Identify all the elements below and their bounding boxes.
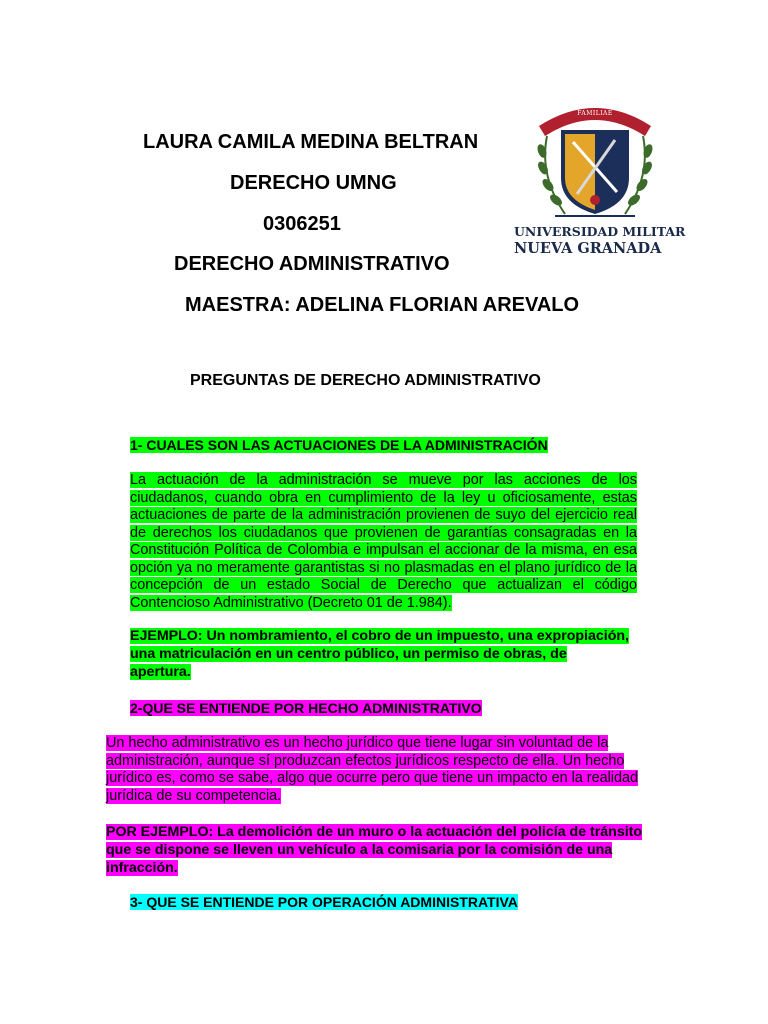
question-1-example-text: EJEMPLO: Un nombramiento, el cobro de un impuesto, una expropiación, una matriculación en un centro público, un permiso de obras, de apertura. bbox=[130, 628, 629, 680]
question-1-heading-text: 1- CUALES SON LAS ACTUACIONES DE LA ADMINISTRACIÓN bbox=[130, 437, 548, 453]
question-3-heading bbox=[130, 894, 518, 910]
logo-motto: SCIENTIAE · PATRIAE · FAMILIAE bbox=[553, 103, 637, 117]
question-2-answer-text: Un hecho administrativo es un hecho jurídico que tiene lugar sin voluntad de la administración, aunque sí produzcan efectos jurídicos respecto de ella. Un hecho jurídico es, como se sabe, algo que ocurre pero que tiene un impacto en la realidad jurídica de su competencia. bbox=[106, 735, 638, 804]
subject-name: DERECHO ADMINISTRATIVO bbox=[174, 253, 450, 275]
question-3-heading-text: 3- QUE SE ENTIENDE POR OPERACIÓN ADMINISTRATIVA bbox=[130, 894, 518, 910]
document-title: PREGUNTAS DE DERECHO ADMINISTRATIVO bbox=[190, 372, 541, 389]
question-2-answer bbox=[106, 735, 654, 805]
question-1-example bbox=[130, 627, 630, 681]
question-2-heading-text: 2-QUE SE ENTIENDE POR HECHO ADMINISTRATIVO bbox=[130, 700, 482, 716]
author-name: LAURA CAMILA MEDINA BELTRAN bbox=[143, 131, 479, 153]
question-1-answer bbox=[130, 472, 637, 612]
logo-line-1: UNIVERSIDAD MILITAR bbox=[514, 224, 686, 239]
question-2-heading bbox=[130, 700, 482, 716]
question-2-example-text: POR EJEMPLO: La demolición de un muro o la actuación del policía de tránsito que se dispone se lleven un vehículo a la comisaria por la comisión de una infracción. bbox=[106, 824, 643, 876]
question-1-heading bbox=[130, 437, 548, 453]
question-1-answer-text: La actuación de la administración se mueve por las acciones de los ciudadanos, cuando obra en cumplimiento de la ley u oficiosamente, estas actuaciones de parte de la administración provienen de suyo del ejercicio real de derechos los ciudadanos que provienen de garantías consagradas en la Constitución Política de Colombia e impulsan el accionar de la misma, en esa opción ya no meramente garantistas si no plasmadas en el plano jurídico de la concepción de un estado Social de Derecho que actualizan el código Contencioso Administrativo (Decreto 01 de 1.984). bbox=[130, 472, 637, 611]
logo-line-2: NUEVA GRANADA bbox=[514, 240, 662, 257]
question-2-example bbox=[106, 823, 654, 877]
teacher-name: MAESTRA: ADELINA FLORIAN AREVALO bbox=[185, 294, 580, 316]
university-logo bbox=[514, 96, 686, 266]
student-code: 0306251 bbox=[263, 213, 341, 235]
program-name: DERECHO UMNG bbox=[230, 172, 397, 194]
